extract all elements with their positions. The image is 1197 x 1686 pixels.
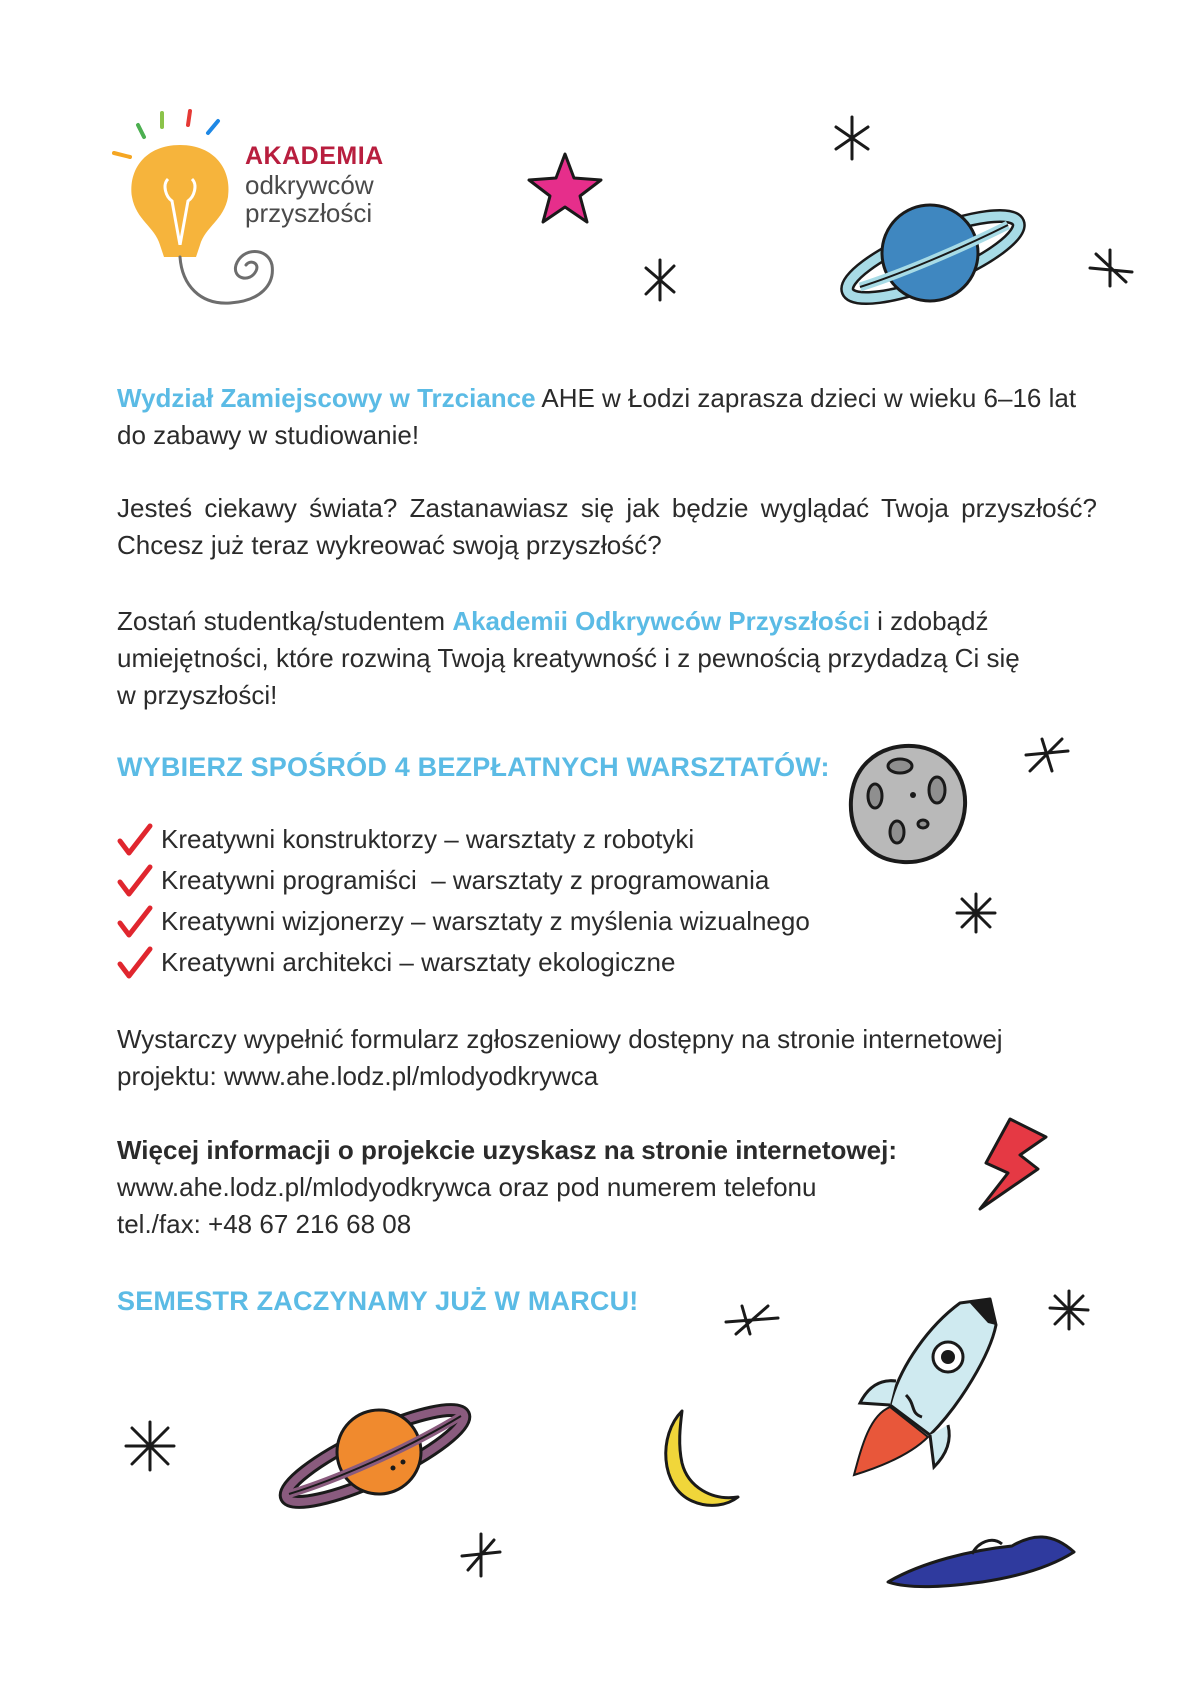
workshop-label: Kreatywni wizjonerzy – warsztaty z myślenia wizualnego [161, 906, 810, 936]
star-icon [525, 150, 605, 230]
check-icon [117, 905, 153, 939]
logo [110, 105, 390, 325]
sparkle-icon [458, 1532, 504, 1578]
info-line-2: www.ahe.lodz.pl/mlodyodkrywca oraz pod numerem telefonu [117, 1172, 817, 1202]
become-line-3: w przyszłości! [117, 680, 278, 710]
intro-paragraph [117, 380, 1097, 454]
faculty-name: Wydział Zamiejscowy w Trzciance [117, 383, 536, 413]
workshop-label: Kreatywni architekci – warsztaty ekologiczne [161, 947, 676, 977]
moon-rock-icon [845, 740, 975, 870]
workshop-label: Kreatywni konstruktorzy – warsztaty z robotyki [161, 824, 695, 854]
check-icon [117, 823, 153, 857]
form-paragraph [117, 1021, 1097, 1095]
check-icon [117, 946, 153, 980]
become-paragraph [117, 603, 1097, 714]
workshops-heading: WYBIERZ SPOŚRÓD 4 BEZPŁATNYCH WARSZTATÓW: [117, 752, 830, 782]
question-paragraph [117, 490, 1097, 564]
logo-subtitle-1: odkrywców [245, 170, 374, 200]
workshop-item [117, 819, 810, 860]
sparkle-icon [955, 892, 997, 934]
question-line-1: Jesteś ciekawy świata? Zastanawiasz się jak będzie wyglądać Twoja przyszłość? [117, 493, 1097, 523]
logo-subtitle-2: przyszłości [245, 198, 373, 228]
workshop-item [117, 942, 810, 983]
sparkle-icon [1048, 1289, 1090, 1331]
form-line-1: Wystarczy wypełnić formularz zgłoszeniowy dostępny na stronie internetowej [117, 1024, 1003, 1054]
check-icon [117, 864, 153, 898]
info-line-1: Więcej informacji o projekcie uzyskasz na stronie internetowej: [117, 1135, 897, 1165]
info-line-3: tel./fax: +48 67 216 68 08 [117, 1209, 412, 1239]
sparkle-icon [722, 1300, 782, 1340]
planet-icon [838, 195, 1028, 315]
crescent-moon-icon [652, 1405, 742, 1515]
semester-heading: SEMESTR ZACZYNAMY JUŻ W MARCU! [117, 1286, 639, 1316]
planet-icon [275, 1390, 475, 1520]
workshop-item [117, 901, 810, 942]
sparkle-icon [1088, 248, 1134, 288]
workshop-label: Kreatywni programiści – warsztaty z programowania [161, 865, 770, 895]
lightning-icon [972, 1115, 1052, 1215]
become-text-1: Zostań studentką/studentem [117, 606, 453, 636]
workshop-list [117, 819, 810, 983]
intro-text-1: AHE w Łodzi zaprasza dzieci w wieku 6–16 lat [535, 383, 1077, 413]
cloud-icon [882, 1528, 1082, 1598]
sparkle-icon [640, 258, 680, 302]
sparkle-icon [124, 1420, 176, 1472]
rocket-icon [850, 1295, 1010, 1495]
logo-title: AKADEMIA [245, 142, 384, 170]
sparkle-icon [1022, 735, 1072, 775]
become-text-2: i zdobądź [869, 606, 989, 636]
intro-text-2: do zabawy w studiowanie! [117, 420, 420, 450]
academy-name: Akademii Odkrywców Przyszłości [452, 606, 870, 636]
info-paragraph [117, 1132, 1097, 1243]
form-line-2: projektu: www.ahe.lodz.pl/mlodyodkrywca [117, 1061, 599, 1091]
question-line-2: Chcesz już teraz wykreować swoją przyszłość? [117, 530, 662, 560]
workshop-item [117, 860, 810, 901]
become-line-2: umiejętności, które rozwiną Twoją kreatywność i z pewnością przydadzą Ci się [117, 643, 1020, 673]
sparkle-icon [832, 115, 872, 161]
